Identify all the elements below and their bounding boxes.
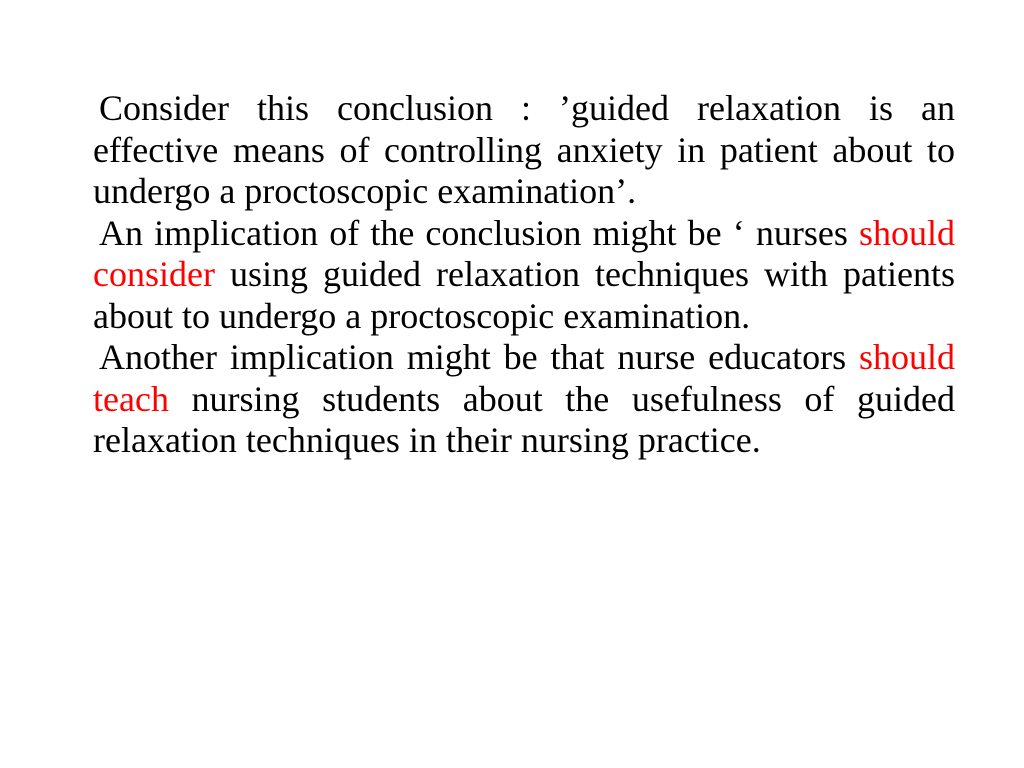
second-implication-paragraph bbox=[93, 337, 955, 462]
first-implication-emphasis: should consider bbox=[93, 212, 955, 294]
first-implication-paragraph bbox=[93, 213, 955, 338]
conclusion-paragraph bbox=[93, 88, 955, 213]
second-implication-text-after: nursing students about the usefulness of guided relaxation techniques in their nursing practice. bbox=[93, 378, 955, 460]
slide-body bbox=[93, 88, 955, 462]
first-implication-text-before: An implication of the conclusion might be ‘ nurses bbox=[99, 212, 859, 253]
second-implication-text-before: Another implication might be that nurse educators bbox=[99, 337, 859, 377]
first-implication-text-after: using guided relaxation techniques with patients about to undergo a proctoscopic examination. bbox=[93, 254, 955, 336]
conclusion-text: Consider this conclusion : ’guided relaxation is an effective means of controlling anxiety in patient about to undergo a proctoscopic examination’. bbox=[93, 88, 955, 211]
second-implication-emphasis: should teach bbox=[93, 337, 955, 419]
